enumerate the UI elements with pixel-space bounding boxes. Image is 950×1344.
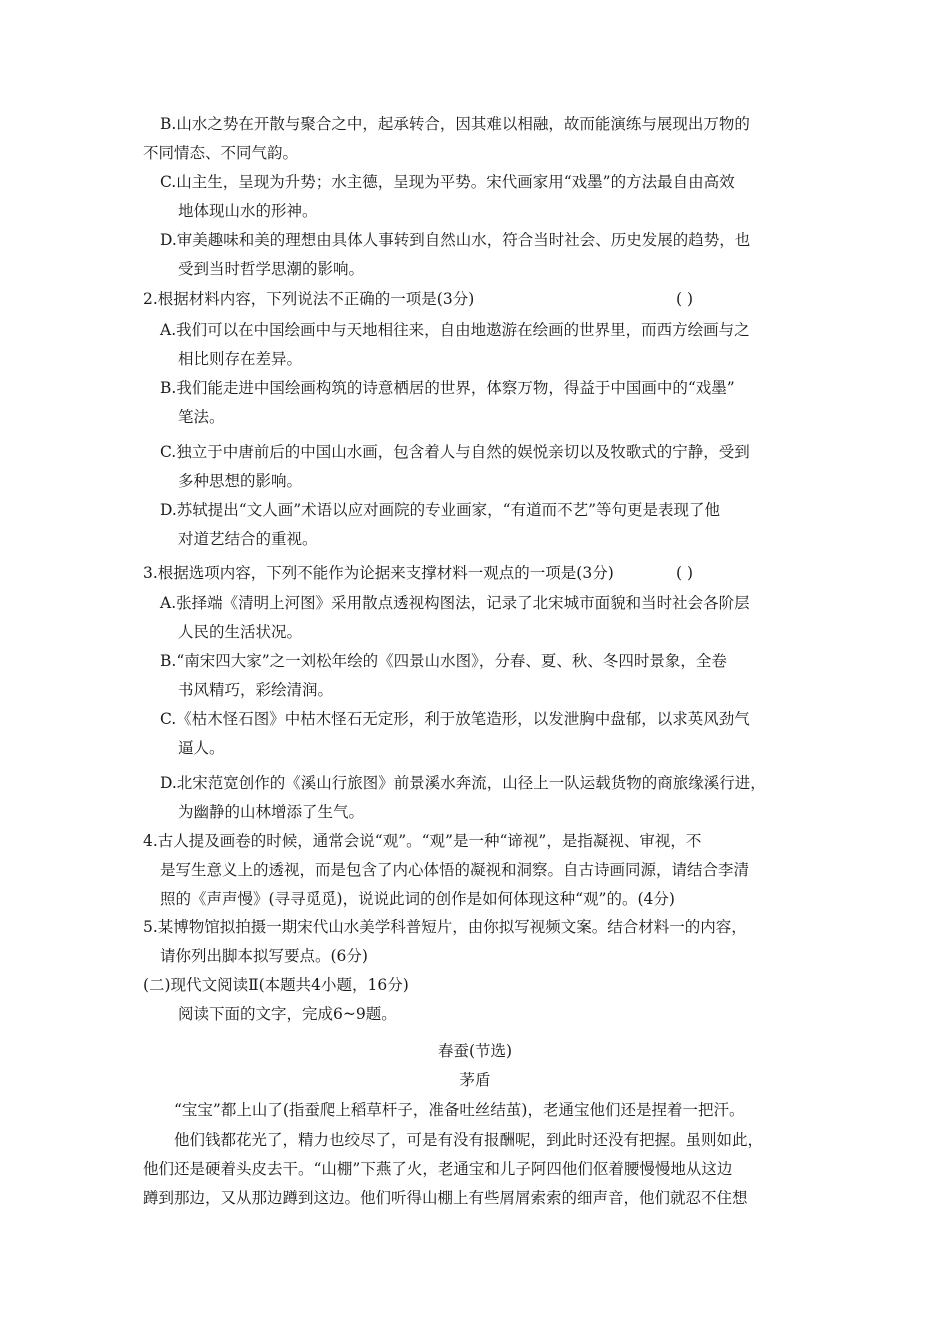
- q1-option-d-line1: D.审美趣味和美的理想由具体人事转到自然山水，符合当时社会、历史发展的趋势，也: [160, 231, 751, 249]
- q3-stem: 3.根据选项内容，下列不能作为论据来支撑材料一观点的一项是(3分): [143, 564, 614, 582]
- story-paragraph-line: “宝宝”都上山了(指蚕爬上稻草杆子，准备吐丝结茧)，老通宝他们还是捏着一把汗。: [174, 1101, 745, 1119]
- q3-option-d-line2: 为幽静的山林增添了生气。: [178, 803, 365, 821]
- story-paragraph-line: 他们钱都花光了，精力也绞尽了，可是有没有报酬呢，到此时还没有把握。虽则如此，: [174, 1131, 764, 1149]
- q2-option-b-line2: 笔法。: [178, 408, 225, 426]
- q3-option-b-line2: 书风精巧，彩绘清润。: [178, 681, 334, 699]
- q2-answer-blank: ( ): [676, 290, 694, 308]
- q3-option-d-line1: D.北宋范宽创作的《溪山行旅图》前景溪水奔流，山径上一队运载货物的商旅缘溪行进，: [160, 774, 766, 792]
- q2-option-d-line1: D.苏轼提出“文人画”术语以应对画院的专业画家，“有道而不艺”等句更是表现了他: [160, 501, 721, 519]
- section-instruction: 阅读下面的文字，完成6~9题。: [178, 1005, 397, 1023]
- q3-option-b-line1: B.“南宋四大家”之一刘松年绘的《四景山水图》，分春、夏、秋、冬四时景象，全卷: [160, 652, 727, 670]
- q4-line1: 4.古人提及画卷的时候，通常会说“观”。“观”是一种“谛视”，是指凝视、审视，不: [143, 832, 702, 850]
- q2-option-a-line1: A.我们可以在中国绘画中与天地相往来，自由地遨游在绘画的世界里，而西方绘画与之: [160, 321, 750, 339]
- q2-option-b-line1: B.我们能走进中国绘画构筑的诗意栖居的世界，体察万物，得益于中国画中的“戏墨”: [160, 379, 735, 397]
- q3-option-c-line1: C.《枯木怪石图》中枯木怪石无定形，利于放笔造形，以发泄胸中盘郁，以求英风劲气: [160, 710, 750, 728]
- q1-option-c-line1: C.山主生，呈现为升势；水主德，呈现为平势。宋代画家用“戏墨”的方法最自由高效: [160, 173, 735, 191]
- q2-option-c-line2: 多种思想的影响。: [178, 472, 303, 490]
- q2-option-a-line2: 相比则存在差异。: [178, 350, 303, 368]
- q1-option-d-line2: 受到当时哲学思潮的影响。: [178, 260, 365, 278]
- q4-line2: 是写生意义上的透视，而是包含了内心体悟的凝视和洞察。自古诗画同源，请结合李清: [160, 861, 750, 879]
- q2-option-c-line1: C.独立于中唐前后的中国山水画，包含着人与自然的娱悦亲切以及牧歌式的宁静，受到: [160, 443, 750, 461]
- q5-line1: 5.某博物馆拟拍摄一期宋代山水美学科普短片，由你拟写视频文案。结合材料一的内容，: [143, 918, 747, 936]
- q1-option-b-line1: B.山水之势在开散与聚合之中，起承转合，因其难以相融，故而能演练与展现出万物的: [160, 115, 750, 133]
- q1-option-c-line2: 地体现山水的形神。: [178, 202, 318, 220]
- story-paragraph-line: 蹲到那边，又从那边蹲到这边。他们听得山棚上有些屑屑索索的细声音，他们就忍不住想: [143, 1189, 748, 1207]
- story-title: 春蚕(节选): [437, 1042, 513, 1060]
- q2-stem: 2.根据材料内容，下列说法不正确的一项是(3分): [143, 290, 475, 308]
- q3-option-a-line1: A.张择端《清明上河图》采用散点透视构图法，记录了北宋城市面貌和当时社会各阶层: [160, 594, 750, 612]
- section-heading: (二)现代文阅读Ⅱ(本题共4小题，16分): [143, 976, 409, 994]
- q1-option-b-line2: 不同情态、不同气韵。: [143, 144, 299, 162]
- q2-option-d-line2: 对道艺结合的重视。: [178, 530, 318, 548]
- q5-line2: 请你列出脚本拟写要点。(6分): [160, 947, 368, 965]
- q4-line3: 照的《声声慢》(寻寻觅觅)，说说此词的创作是如何体现这种“观”的。(4分): [160, 890, 675, 908]
- q3-option-c-line2: 逼人。: [178, 739, 225, 757]
- q3-answer-blank: ( ): [676, 564, 694, 582]
- q3-option-a-line2: 人民的生活状况。: [178, 623, 303, 641]
- story-author: 茅盾: [459, 1071, 491, 1089]
- story-paragraph-line: 他们还是硬着头皮去干。“山棚”下燕了火，老通宝和儿子阿四他们伛着腰慢慢地从这边: [143, 1160, 733, 1178]
